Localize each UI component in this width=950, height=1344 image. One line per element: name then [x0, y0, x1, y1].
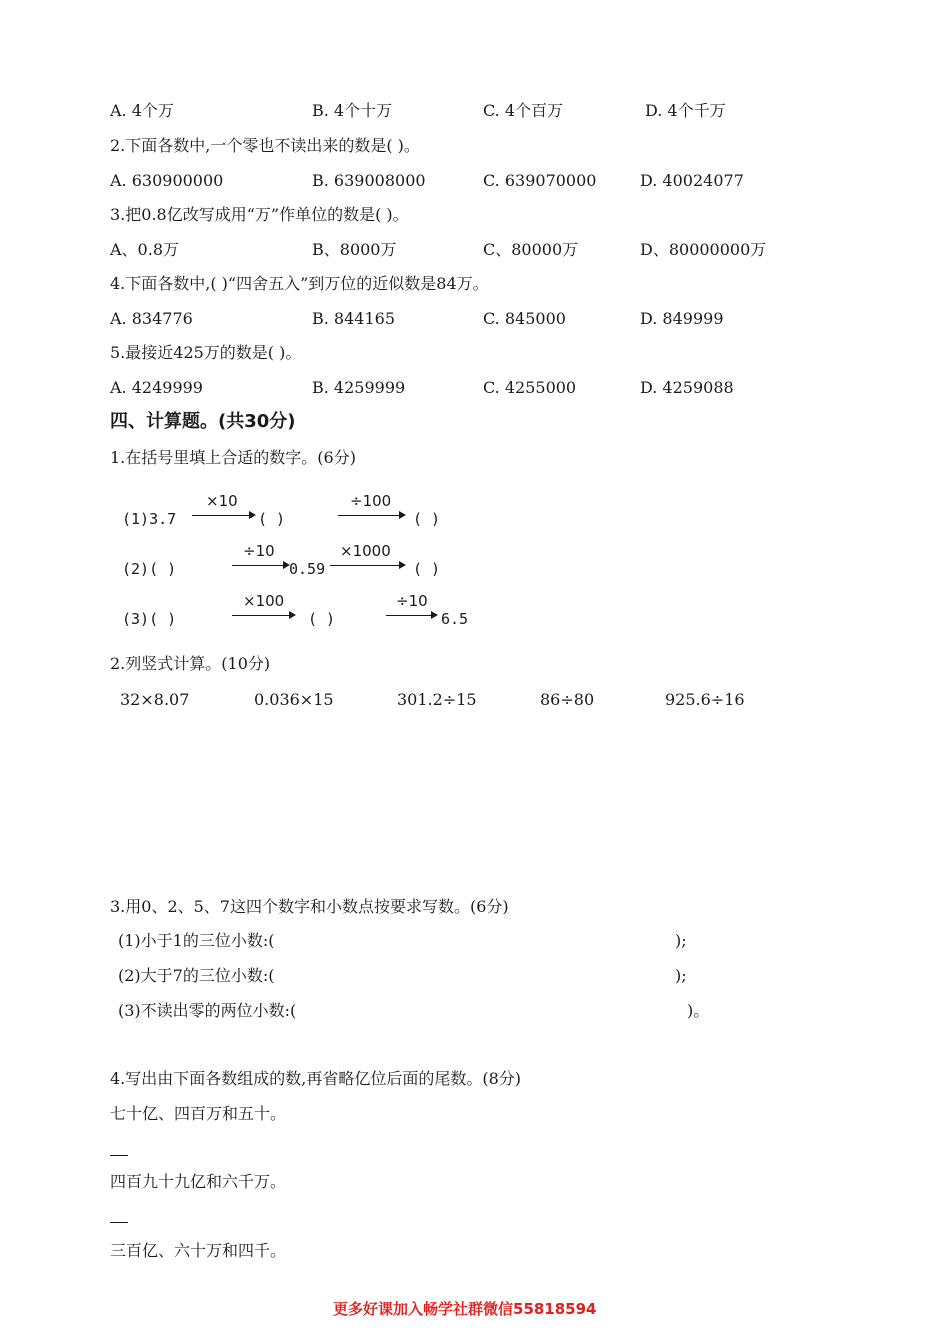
answer-line [110, 1222, 128, 1223]
calc-expr-5: 925.6÷16 [665, 690, 745, 709]
q2-option-b: B. 639008000 [312, 171, 426, 190]
q1-option-a: A. 4个万 [110, 101, 174, 120]
section-heading: 四、计算题。(共30分) [110, 411, 296, 432]
s4-q4-text: 4.写出由下面各数组成的数,再省略亿位后面的尾数。(8分) [110, 1069, 522, 1088]
row1-blank1: ( ) [258, 510, 286, 528]
q4-option-a: A. 834776 [110, 309, 193, 328]
calc-expr-1: 32×8.07 [120, 690, 190, 709]
arrow-icon [386, 615, 436, 616]
q2-option-d: D. 40024077 [640, 171, 744, 190]
answer-line [110, 1155, 128, 1156]
arrow-icon [232, 565, 288, 566]
row2-blank2: ( ) [413, 560, 441, 578]
q4-item-1: 七十亿、四百万和五十。 [110, 1104, 287, 1123]
s4-q1-text: 1.在括号里填上合适的数字。(6分) [110, 448, 356, 467]
arrow-icon [232, 615, 294, 616]
row2-mid: 0.59 [289, 560, 326, 578]
q5-option-a: A. 4249999 [110, 378, 203, 397]
calc-expr-4: 86÷80 [540, 690, 595, 709]
q1-option-b: B. 4个十万 [312, 101, 393, 120]
q4-item-3: 三百亿、六十万和四千。 [110, 1241, 287, 1260]
q3-item-1-label: (1)小于1的三位小数:( [118, 931, 275, 950]
s4-q2-text: 2.列竖式计算。(10分) [110, 654, 271, 673]
q3-option-a: A、0.8万 [110, 240, 180, 259]
row1-op1: ×10 [206, 492, 238, 510]
q4-text: 4.下面各数中,( )“四舍五入”到万位的近似数是84万。 [110, 274, 489, 293]
q5-option-c: C. 4255000 [483, 378, 577, 397]
q2-option-c: C. 639070000 [483, 171, 597, 190]
q3-option-d: D、80000000万 [640, 240, 767, 259]
s4-q3-text: 3.用0、2、5、7这四个数字和小数点按要求写数。(6分) [110, 897, 509, 916]
q4-option-d: D. 849999 [640, 309, 724, 328]
q4-option-c: C. 845000 [483, 309, 566, 328]
row1-label: (1)3.7 [122, 510, 177, 528]
q4-item-2: 四百九十九亿和六千万。 [110, 1172, 287, 1191]
q1-option-d: D. 4个千万 [645, 101, 726, 120]
q5-option-d: D. 4259088 [640, 378, 734, 397]
row3-label: (3)( ) [122, 610, 177, 628]
row1-op2: ÷100 [350, 492, 392, 510]
q2-text: 2.下面各数中,一个零也不读出来的数是( )。 [110, 136, 420, 155]
q3-item-2-end: ); [675, 966, 687, 985]
footer-promo: 更多好课加入畅学社群微信55818594 [333, 1300, 597, 1318]
row3-op2: ÷10 [396, 592, 428, 610]
q3-item-3-label: (3)不读出零的两位小数:( [118, 1001, 297, 1020]
q3-item-1-end: ); [675, 931, 687, 950]
row3-op1: ×100 [243, 592, 285, 610]
q1-option-c: C. 4个百万 [483, 101, 564, 120]
arrow-icon [192, 515, 254, 516]
q3-text: 3.把0.8亿改写成用“万”作单位的数是( )。 [110, 205, 409, 224]
q3-option-b: B、8000万 [312, 240, 397, 259]
row1-blank2: ( ) [413, 510, 441, 528]
q3-option-c: C、80000万 [483, 240, 579, 259]
q5-text: 5.最接近425万的数是( )。 [110, 343, 302, 362]
q3-item-3-end: )。 [687, 1001, 710, 1020]
arrow-icon [330, 565, 404, 566]
q5-option-b: B. 4259999 [312, 378, 406, 397]
calc-expr-2: 0.036×15 [254, 690, 334, 709]
arrow-icon [338, 515, 404, 516]
q3-item-2-label: (2)大于7的三位小数:( [118, 966, 275, 985]
q4-option-b: B. 844165 [312, 309, 396, 328]
row2-label: (2)( ) [122, 560, 177, 578]
row2-op1: ÷10 [243, 542, 275, 560]
q2-option-a: A. 630900000 [110, 171, 224, 190]
calc-expr-3: 301.2÷15 [397, 690, 477, 709]
row3-end: 6.5 [441, 610, 469, 628]
row2-op2: ×1000 [340, 542, 391, 560]
row3-blank1: ( ) [308, 610, 336, 628]
